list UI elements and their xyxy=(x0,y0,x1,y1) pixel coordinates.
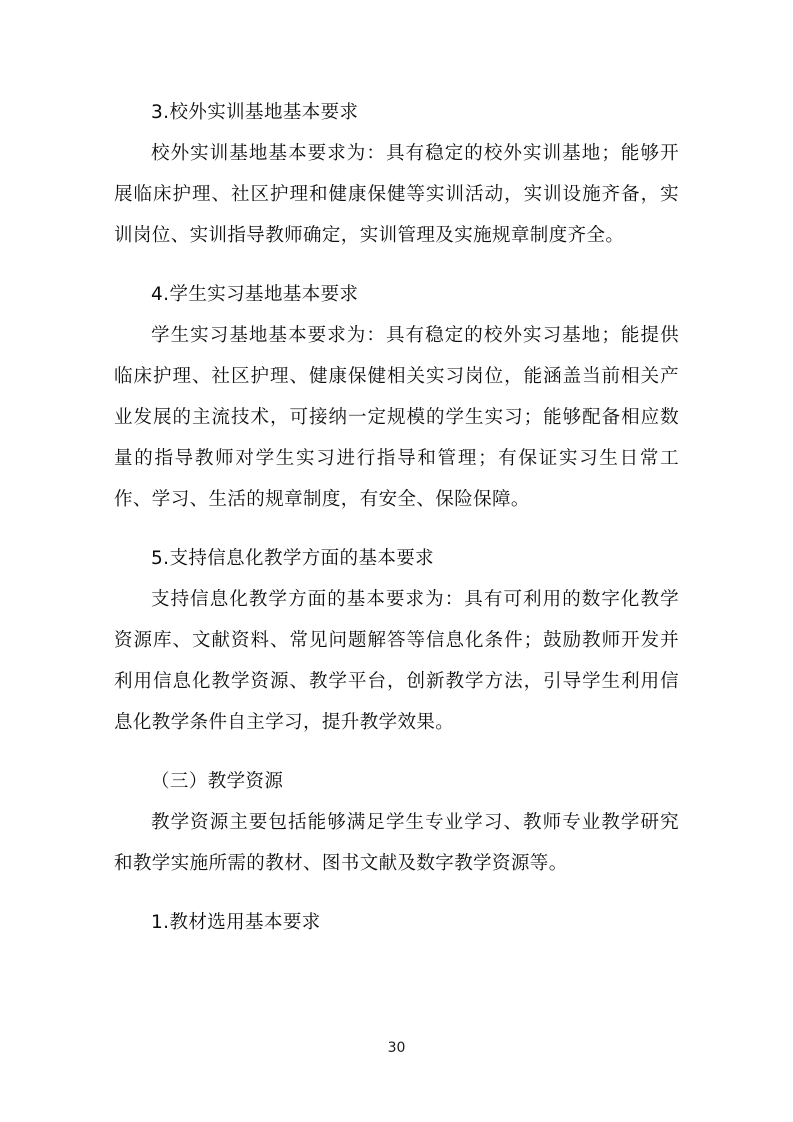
paragraph-body-section-3: 教学资源主要包括能够满足学生专业学习、教师专业教学研究和教学实施所需的教材、图书文献及数字教学资源等。 xyxy=(114,812,679,874)
page-number: 30 xyxy=(387,1040,406,1056)
paragraph-heading-5: 5.支持信息化教学方面的基本要求 xyxy=(151,548,435,569)
paragraph-body-4: 学生实习基地基本要求为：具有稳定的校外实习基地；能提供临床护理、社区护理、健康保健相关实习岗位，能涵盖当前相关产业发展的主流技术，可接纳一定规模的学生实习；能够配备相应数量的指导教师对学生实习进行指导和管理；有保证实习生日常工作、学习、生活的规章制度，有安全、保险保障。 xyxy=(114,325,679,510)
paragraph-heading-section-3: （三）教学资源 xyxy=(151,771,284,792)
paragraph-heading-3: 3.校外实训基地基本要求 xyxy=(151,102,359,123)
paragraph-heading-4: 4.学生实习基地基本要求 xyxy=(151,284,359,305)
paragraph-body-5: 支持信息化教学方面的基本要求为：具有可利用的数字化教学资源库、文献资料、常见问题解答等信息化条件；鼓励教师开发并利用信息化教学资源、教学平台，创新教学方法，引导学生利用信息化教学条件自主学习，提升教学效果。 xyxy=(114,589,679,733)
page-content xyxy=(114,92,679,943)
paragraph-heading-6: 1.教材选用基本要求 xyxy=(151,912,321,933)
paragraph-body-3: 校外实训基地基本要求为：具有稳定的校外实训基地；能够开展临床护理、社区护理和健康保健等实训活动，实训设施齐备，实训岗位、实训指导教师确定，实训管理及实施规章制度齐全。 xyxy=(114,143,679,246)
